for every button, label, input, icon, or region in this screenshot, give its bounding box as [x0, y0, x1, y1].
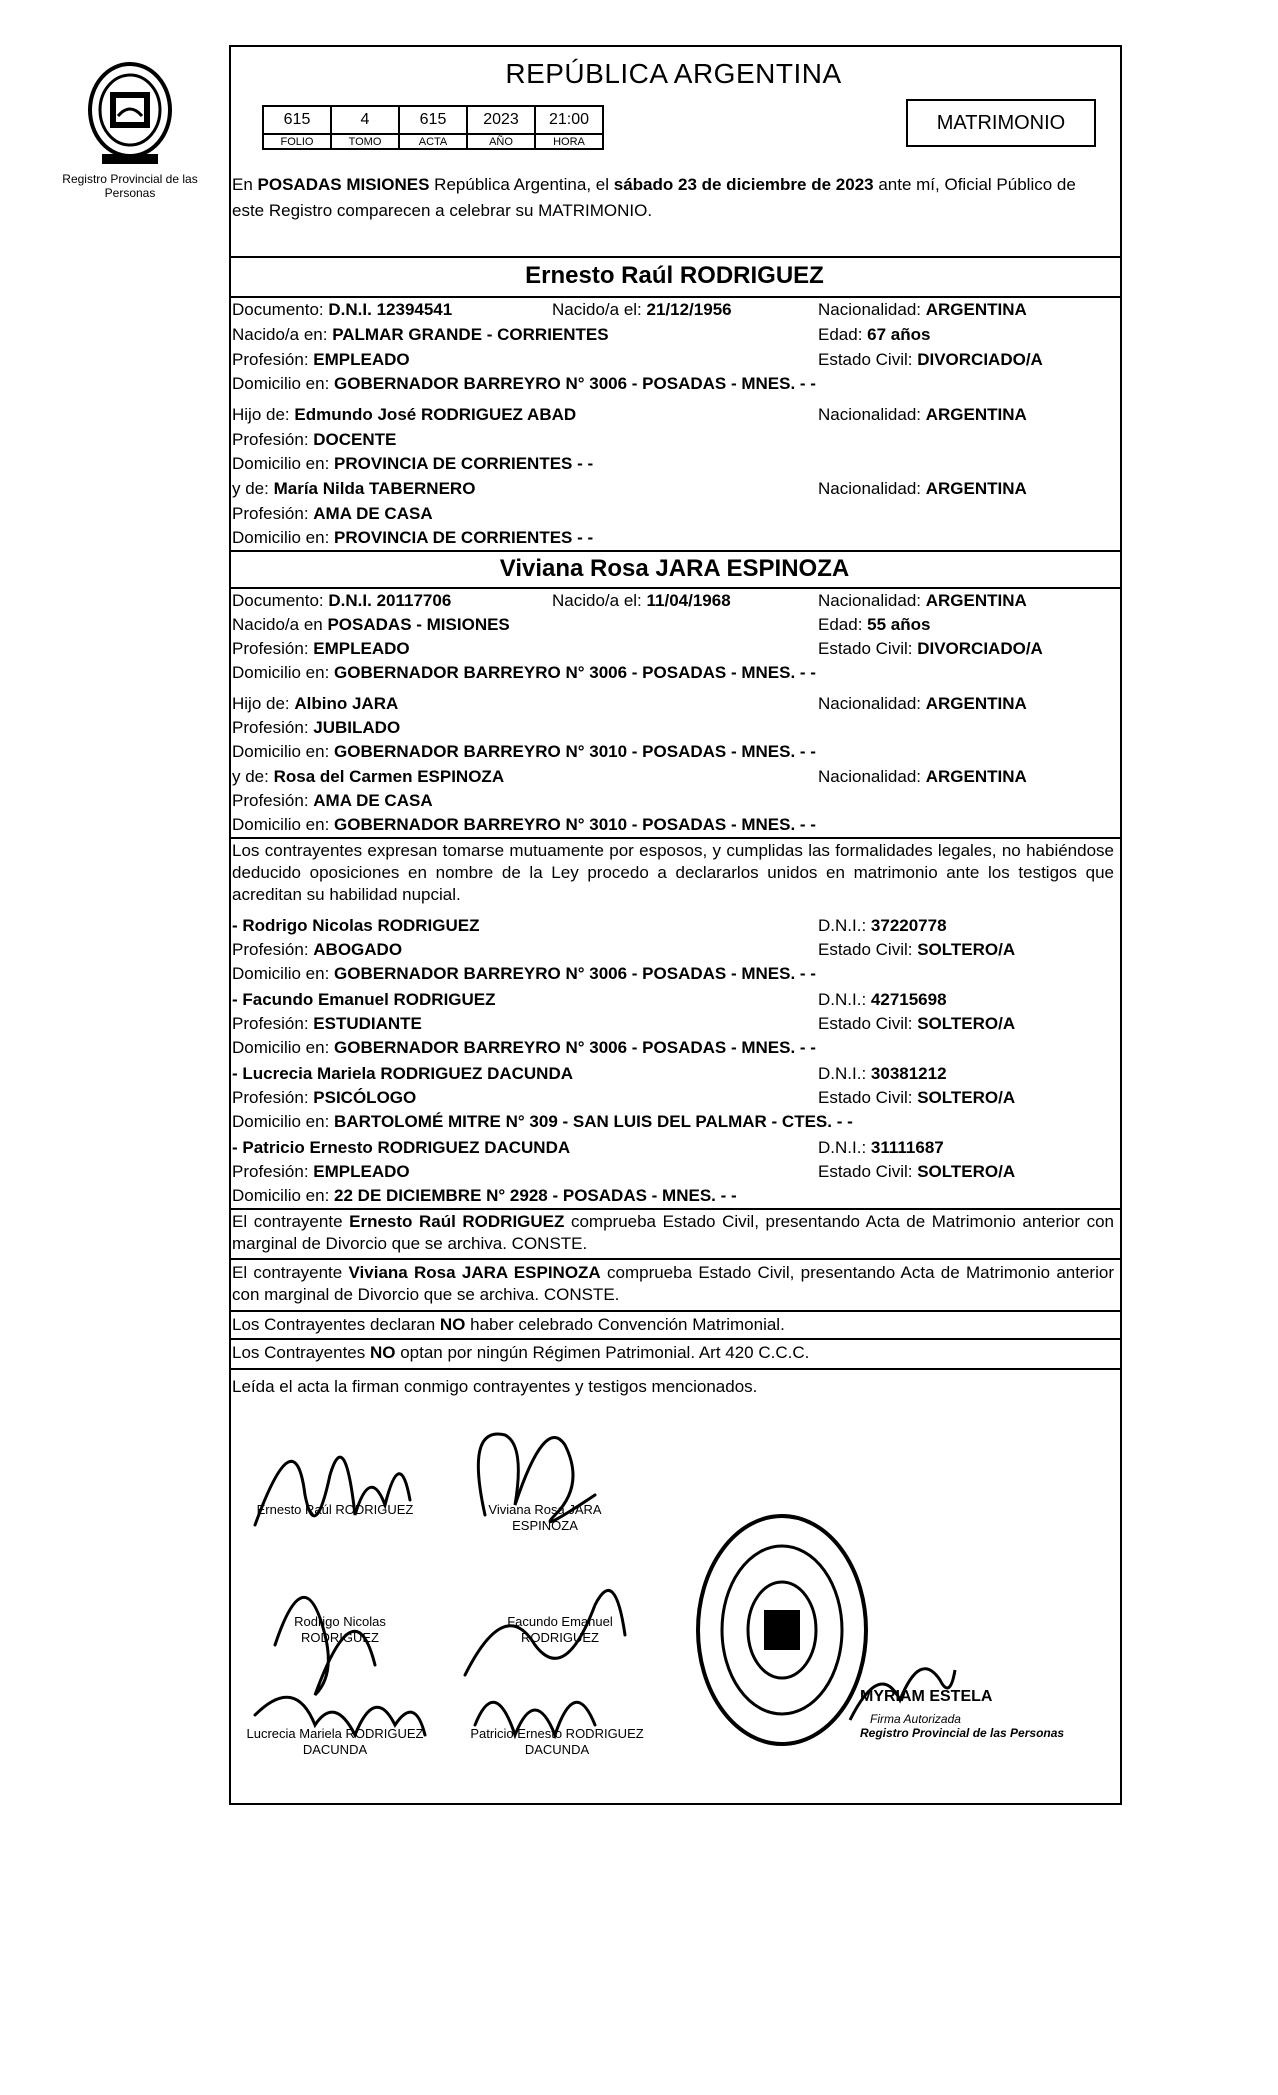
stamp-signer: MYRIAM ESTELA — [860, 1688, 993, 1705]
tomo-label: TOMO — [331, 134, 399, 149]
bride-father-nationality: Nacionalidad: ARGENTINA — [818, 694, 1027, 713]
bride-born-in: Nacido/a en POSADAS - MISIONES — [232, 615, 510, 634]
bride-name: Viviana Rosa JARA ESPINOZA — [499, 555, 850, 582]
groom-born-in: Nacido/a en: PALMAR GRANDE - CORRIENTES — [232, 325, 609, 344]
bride-address: Domicilio en: GOBERNADOR BARREYRO N° 3006 - POSADAS - MNES. - - — [232, 663, 816, 682]
groom-civil-status: Estado Civil: DIVORCIADO/A — [818, 350, 1043, 369]
groom-mother-address: Domicilio en: PROVINCIA DE CORRIENTES - - — [232, 528, 594, 547]
bride-father: Hijo de: Albino JARA — [232, 694, 399, 713]
groom-mother-profession: Profesión: AMA DE CASA — [232, 504, 433, 523]
bride-born-on: Nacido/a el: 11/04/1968 — [552, 591, 731, 610]
signature-caption: Viviana Rosa JARA ESPINOZA — [488, 1502, 602, 1533]
bride-mother: y de: Rosa del Carmen ESPINOZA — [232, 767, 505, 786]
divider — [229, 1338, 1120, 1340]
provincial-crest-icon — [82, 58, 178, 168]
year-label: AÑO — [467, 134, 535, 149]
witness-dni: D.N.I.: 30381212 — [818, 1064, 947, 1083]
groom-profession: Profesión: EMPLEADO — [232, 350, 410, 369]
folio-value: 615 — [263, 106, 331, 134]
witness-civil-status: Estado Civil: SOLTERO/A — [818, 1088, 1016, 1107]
groom-born-on: Nacido/a el: 21/12/1956 — [552, 300, 732, 319]
declaration-paragraph: Los contrayentes expresan tomarse mutuamente por esposos, y cumplidas las formalidades legales, no habiéndose deducido oposiciones en nombre de la Ley procedo a declararlos unidos en matrimonio ante los testigos que acreditan su habilidad nupcial. — [232, 841, 1114, 904]
hour-label: HORA — [535, 134, 603, 149]
bride-father-profession: Profesión: JUBILADO — [232, 718, 401, 737]
witness-dni: D.N.I.: 42715698 — [818, 990, 947, 1009]
bride-mother-address: Domicilio en: GOBERNADOR BARREYRO N° 3010 - POSADAS - MNES. - - — [232, 815, 816, 834]
divider — [229, 1208, 1120, 1210]
groom-father: Hijo de: Edmundo José RODRIGUEZ ABAD — [232, 405, 577, 424]
witness-profession: Profesión: EMPLEADO — [232, 1162, 410, 1181]
bride-civil-note: El contrayente Viviana Rosa JARA ESPINOZA comprueba Estado Civil, presentando Acta de Matrimonio anterior con marginal de Divorcio que se archiva. CONSTE. — [232, 1263, 1114, 1304]
groom-mother: y de: María Nilda TABERNERO — [232, 479, 476, 498]
bride-mother-profession: Profesión: AMA DE CASA — [232, 791, 433, 810]
witness-name: - Lucrecia Mariela RODRIGUEZ DACUNDA — [232, 1064, 574, 1083]
bride-profession: Profesión: EMPLEADO — [232, 639, 410, 658]
witness1-signature-scribble — [275, 1597, 375, 1695]
groom-father-nationality: Nacionalidad: ARGENTINA — [818, 405, 1027, 424]
divider — [229, 587, 1120, 589]
signature-caption: Ernesto Raúl RODRIGUEZ — [256, 1502, 414, 1517]
convention-note: Los Contrayentes declaran NO haber celebrado Convención Matrimonial. — [232, 1315, 785, 1334]
signature-caption: Lucrecia Mariela RODRIGUEZ DACUNDA — [246, 1726, 424, 1757]
registry-table — [262, 105, 604, 150]
divider — [229, 550, 1120, 552]
bride-document: Documento: D.N.I. 20117706 — [232, 591, 452, 610]
bride-mother-nationality: Nacionalidad: ARGENTINA — [818, 767, 1027, 786]
witness-civil-status: Estado Civil: SOLTERO/A — [818, 940, 1016, 959]
act-type-box: MATRIMONIO — [906, 99, 1096, 147]
groom-address: Domicilio en: GOBERNADOR BARREYRO N° 3006 - POSADAS - MNES. - - — [232, 374, 816, 393]
divider — [229, 837, 1120, 839]
acta-label: ACTA — [399, 134, 467, 149]
witness-profession: Profesión: ESTUDIANTE — [232, 1014, 422, 1033]
witness-address: Domicilio en: 22 DE DICIEMBRE N° 2928 - POSADAS - MNES. - - — [232, 1186, 737, 1205]
divider — [229, 256, 1120, 258]
acta-value: 615 — [399, 106, 467, 134]
folio-label: FOLIO — [263, 134, 331, 149]
groom-father-address: Domicilio en: PROVINCIA DE CORRIENTES - - — [232, 454, 594, 473]
bride-age: Edad: 55 años — [818, 615, 931, 634]
handwritten-signatures — [235, 1405, 655, 1765]
country-title: REPÚBLICA ARGENTINA — [505, 58, 842, 89]
registry-logo — [60, 58, 200, 200]
witness-dni: D.N.I.: 31111687 — [818, 1138, 944, 1157]
witness-profession: Profesión: ABOGADO — [232, 940, 403, 959]
bride-civil-status: Estado Civil: DIVORCIADO/A — [818, 639, 1043, 658]
witness-name: - Patricio Ernesto RODRIGUEZ DACUNDA — [232, 1138, 571, 1157]
witness-address: Domicilio en: GOBERNADOR BARREYRO N° 3006 - POSADAS - MNES. - - — [232, 964, 816, 983]
divider — [229, 1258, 1120, 1260]
divider — [229, 1368, 1120, 1370]
read-and-signed-line: Leída el acta la firman conmigo contrayentes y testigos mencionados. — [232, 1377, 758, 1396]
groom-civil-note: El contrayente Ernesto Raúl RODRIGUEZ comprueba Estado Civil, presentando Acta de Matrimonio anterior con marginal de Divorcio que se archiva. CONSTE. — [232, 1212, 1114, 1253]
witness-dni: D.N.I.: 37220778 — [818, 916, 947, 935]
groom-age: Edad: 67 años — [818, 325, 931, 344]
witness-name: - Rodrigo Nicolas RODRIGUEZ — [232, 916, 480, 935]
bride-nationality: Nacionalidad: ARGENTINA — [818, 591, 1027, 610]
groom-father-profession: Profesión: DOCENTE — [232, 430, 397, 449]
divider — [229, 1310, 1120, 1312]
hour-value: 21:00 — [535, 106, 603, 134]
stamp-office: Registro Provincial de las Personas — [860, 1726, 1065, 1740]
witness-civil-status: Estado Civil: SOLTERO/A — [818, 1014, 1016, 1033]
divider — [229, 296, 1120, 298]
groom-document: Documento: D.N.I. 12394541 — [232, 300, 453, 319]
registry-caption: Registro Provincial de las Personas — [62, 172, 198, 200]
signature-caption: Facundo Emanuel RODRIGUEZ — [507, 1614, 613, 1645]
tomo-value: 4 — [331, 106, 399, 134]
year-value: 2023 — [467, 106, 535, 134]
groom-nationality: Nacionalidad: ARGENTINA — [818, 300, 1027, 319]
witness-profession: Profesión: PSICÓLOGO — [232, 1088, 417, 1107]
regime-note: Los Contrayentes NO optan por ningún Régimen Patrimonial. Art 420 C.C.C. — [232, 1343, 810, 1362]
signature-caption: Patricio Ernesto RODRIGUEZ DACUNDA — [470, 1726, 644, 1757]
groom-name: Ernesto Raúl RODRIGUEZ — [525, 262, 824, 289]
signature-caption: Rodrigo Nicolas RODRIGUEZ — [294, 1614, 386, 1645]
intro-paragraph: En POSADAS MISIONES República Argentina, el sábado 23 de diciembre de 2023 ante mí, Oficial Público de este Registro comparecen a celebrar su MATRIMONIO. — [232, 175, 1076, 220]
witness-civil-status: Estado Civil: SOLTERO/A — [818, 1162, 1016, 1181]
witness-address: Domicilio en: BARTOLOMÉ MITRE N° 309 - SAN LUIS DEL PALMAR - CTES. - - — [232, 1112, 853, 1131]
groom-mother-nationality: Nacionalidad: ARGENTINA — [818, 479, 1027, 498]
witness-address: Domicilio en: GOBERNADOR BARREYRO N° 3006 - POSADAS - MNES. - - — [232, 1038, 816, 1057]
bride-father-address: Domicilio en: GOBERNADOR BARREYRO N° 3010 - POSADAS - MNES. - - — [232, 742, 816, 761]
witness-name: - Facundo Emanuel RODRIGUEZ — [232, 990, 496, 1009]
stamp-role: Firma Autorizada — [870, 1712, 961, 1726]
